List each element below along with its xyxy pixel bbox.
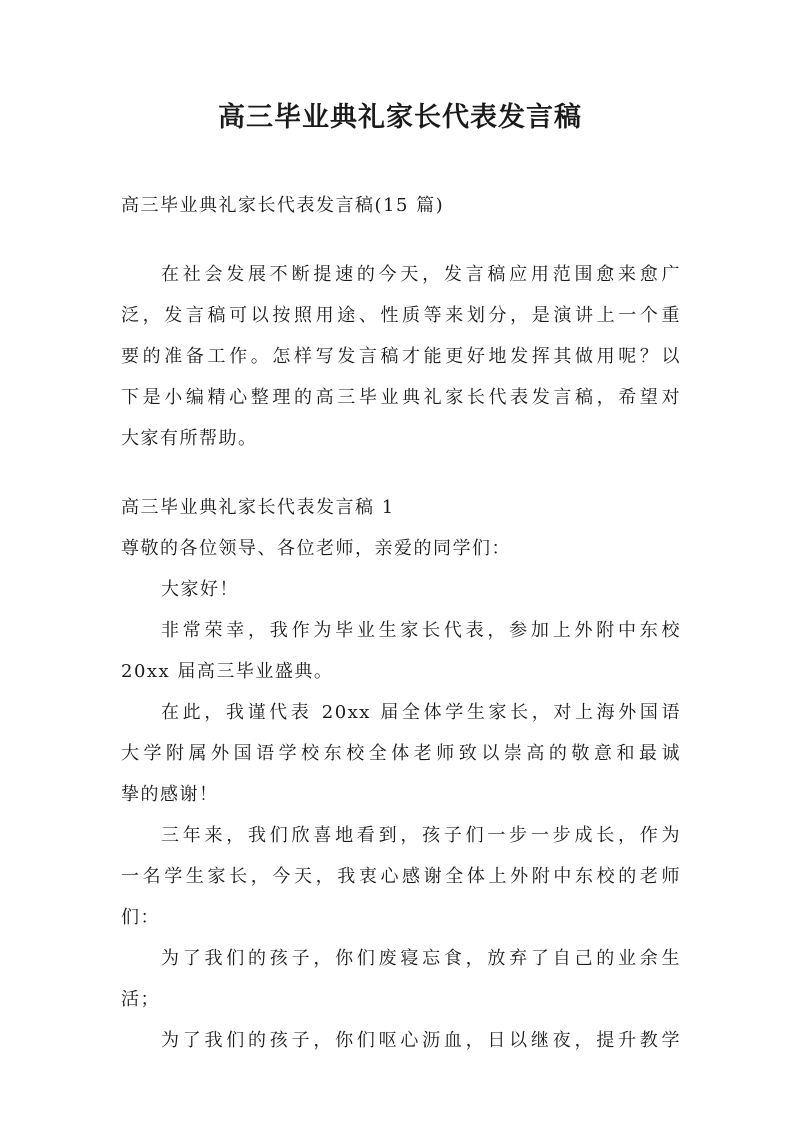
paragraph-line: 20xx 届高三毕业盛典。 [121, 661, 334, 682]
paragraph-line: 为了我们的孩子，你们废寝忘食，放弃了自己的业余生 [161, 948, 681, 969]
intro-line: 要的准备工作。怎样写发言稿才能更好地发挥其做用呢？以 [121, 346, 681, 367]
paragraph-line: 非常荣幸，我作为毕业生家长代表，参加上外附中东校 [161, 620, 681, 641]
paragraph-line: 大学附属外国语学校东校全体老师致以崇高的敬意和最诚 [121, 743, 681, 764]
paragraph-line: 一名学生家长，今天，我衷心感谢全体上外附中东校的老师 [121, 866, 681, 887]
section-heading: 高三毕业典礼家长代表发言稿 1 [121, 497, 395, 518]
greeting: 大家好！ [161, 579, 239, 600]
paragraph-line: 挚的感谢！ [121, 784, 219, 805]
intro-line: 下是小编精心整理的高三毕业典礼家长代表发言稿，希望对 [121, 387, 681, 408]
paragraph-line: 在此，我谨代表 20xx 届全体学生家长，对上海外国语 [161, 702, 681, 723]
paragraph-line: 三年来，我们欣喜地看到，孩子们一步一步成长，作为 [161, 825, 681, 846]
intro-line: 大家有所帮助。 [121, 428, 258, 449]
paragraph-line: 活； [121, 989, 160, 1010]
intro-line: 在社会发展不断提速的今天，发言稿应用范围愈来愈广 [161, 264, 681, 285]
paragraph-line: 们： [121, 907, 160, 928]
salutation: 尊敬的各位领导、各位老师，亲爱的同学们： [121, 538, 511, 559]
page-title: 高三毕业典礼家长代表发言稿 [218, 102, 582, 133]
document-subtitle: 高三毕业典礼家长代表发言稿(15 篇) [121, 195, 445, 216]
intro-line: 泛，发言稿可以按照用途、性质等来划分，是演讲上一个重 [121, 305, 681, 326]
paragraph-line: 为了我们的孩子，你们呕心沥血，日以继夜，提升教学 [161, 1030, 681, 1051]
